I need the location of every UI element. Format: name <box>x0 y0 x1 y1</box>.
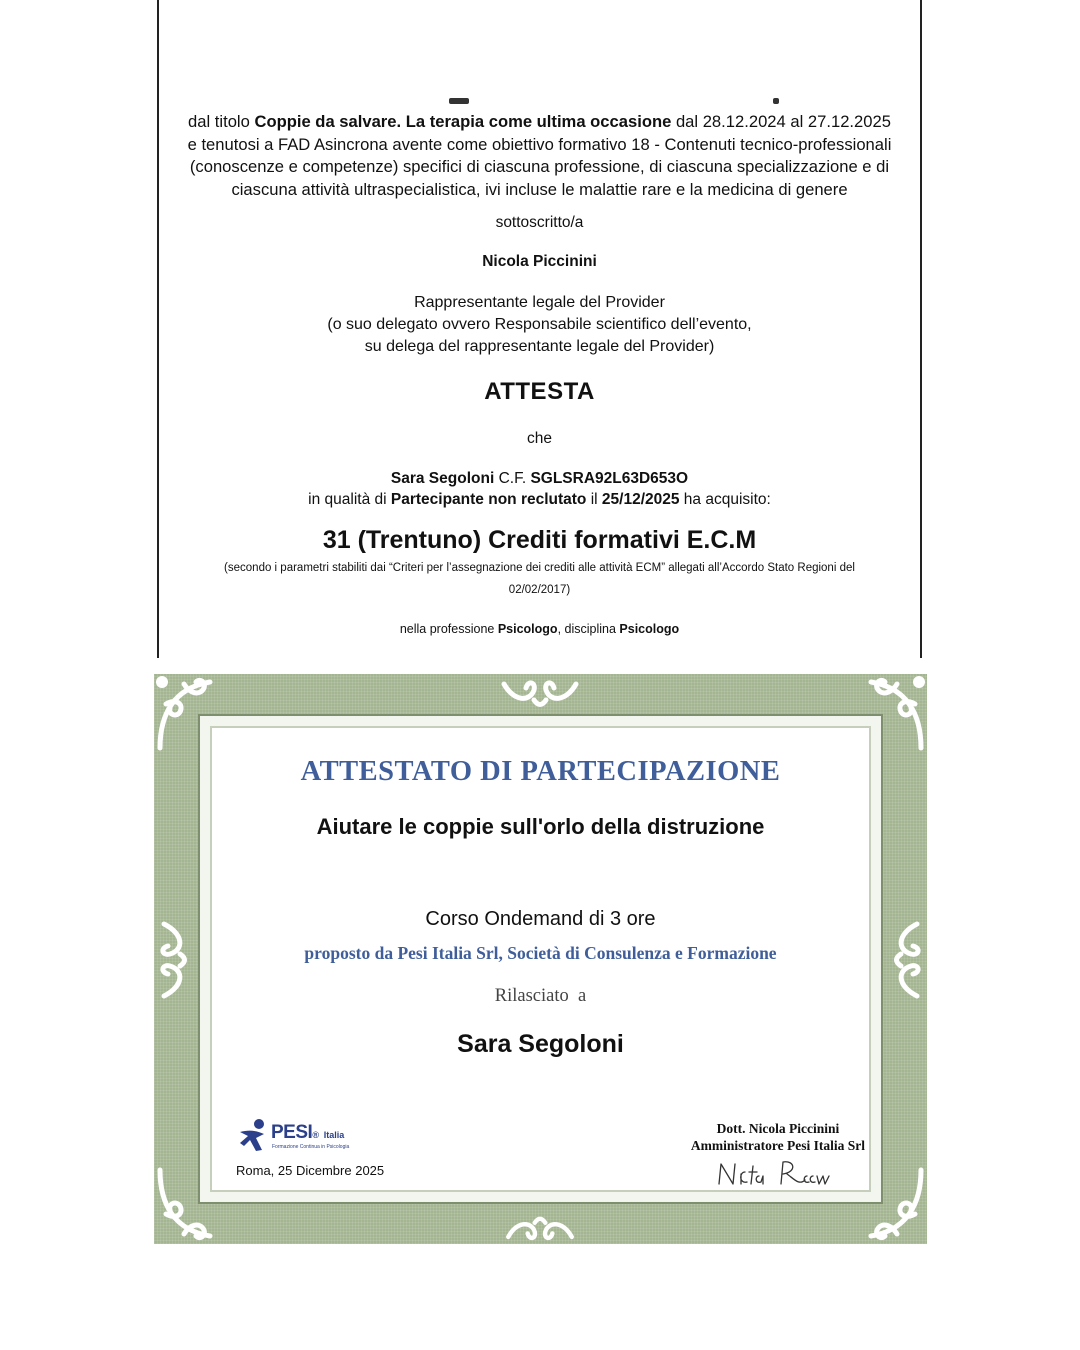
credits-heading: 31 (Trentuno) Crediti formativi E.C.M <box>322 526 757 554</box>
credits-note-line-1: (secondo i parametri stabiliti dai “Criteri per l’assegnazione dei crediti alle attività ECM” allegati all’Accordo Stato Regioni del <box>224 562 855 574</box>
left-side-ornament-icon <box>156 920 192 1000</box>
issued-to-label: Rilasciato a <box>494 986 587 1006</box>
quality-suffix: ha acquisito: <box>679 491 771 508</box>
bottom-center-ornament-icon <box>500 1214 580 1244</box>
place-date: Roma, 25 Dicembre 2025 <box>236 1163 385 1178</box>
signer-role: Amministratore Pesi Italia Srl <box>690 1138 865 1153</box>
logo-brand: PESI <box>271 1122 313 1143</box>
role-line-2: (o suo delegato ovvero Responsabile scientifico dell’evento, <box>327 316 752 333</box>
credits-note-line-2: 02/02/2017) <box>508 584 571 596</box>
quality-mid: il <box>586 491 602 508</box>
pesi-logo-icon <box>238 1118 270 1152</box>
participation-certificate <box>154 674 927 1244</box>
cf-label: C.F. <box>494 470 531 487</box>
course-line <box>169 111 910 134</box>
signer-name: Dott. Nicola Piccinini <box>716 1121 840 1136</box>
recipient-name: Sara Segoloni <box>457 1030 624 1058</box>
certificate-title: ATTESTATO DI PARTECIPAZIONE <box>300 756 781 787</box>
discipline-prefix: , disciplina <box>557 622 620 636</box>
discipline-value: Psicologo <box>619 622 680 636</box>
right-side-ornament-icon <box>889 920 925 1000</box>
profession-line <box>159 622 920 636</box>
signer-name: Nicola Piccinini <box>482 253 597 270</box>
objective-text: e tenutosi a FAD Asincrona avente come obiettivo formativo 18 - Contenuti tecnico-professionali (conoscenze e competenze) specifici di ciascuna professione, di ciascuna specializzazione e di ciascuna attività ultraspecialistica, ivi incluse le malattie rare e la medicina di genere <box>187 134 892 199</box>
logo-reg: ® <box>312 1130 319 1140</box>
ecm-certificate <box>157 0 922 658</box>
credits-note <box>159 557 920 601</box>
logo-country: Italia <box>323 1130 345 1140</box>
logo-tagline: Formazione Continua in Psicologia <box>272 1144 350 1150</box>
profession-prefix: nella professione <box>399 622 498 636</box>
course-prefix: dal titolo <box>188 112 255 131</box>
pesi-logo-wordmark <box>271 1122 344 1144</box>
quality-prefix: in qualità di <box>308 491 391 508</box>
participant-line <box>159 470 920 488</box>
proposed-by: proposto da Pesi Italia Srl, Società di Consulenza e Formazione <box>304 943 777 963</box>
cropped-text-line <box>159 96 920 106</box>
role-line-1: Rappresentante legale del Provider <box>414 294 665 311</box>
course-dates: dal 28.12.2024 al 27.12.2025 <box>675 112 891 131</box>
course-title: Aiutare le coppie sull'orlo della distruzione <box>316 814 765 839</box>
ecm-body <box>169 111 910 201</box>
role-line-3: su delega del rappresentante legale del Provider) <box>364 338 715 355</box>
attesta-heading: ATTESTA <box>484 378 595 405</box>
quality-value: Partecipante non reclutato <box>390 491 587 508</box>
quality-date: 25/12/2025 <box>601 491 680 508</box>
top-center-ornament-icon <box>500 676 580 710</box>
course-title: Coppie da salvare. La terapia come ultima occasione <box>254 112 672 131</box>
participant-name: Sara Segoloni <box>390 470 495 487</box>
provider-role <box>159 292 920 358</box>
cf-value: SGLSRA92L63D653O <box>530 470 689 487</box>
signed-label: sottoscritto/a <box>495 214 584 231</box>
course-type: Corso Ondemand di 3 ore <box>425 908 656 930</box>
signer-block <box>691 1120 865 1154</box>
handwritten-signature <box>715 1156 835 1190</box>
profession-value: Psicologo <box>497 622 558 636</box>
che-label: che <box>527 430 552 447</box>
quality-line <box>159 491 920 509</box>
certificate-content <box>210 726 871 1192</box>
